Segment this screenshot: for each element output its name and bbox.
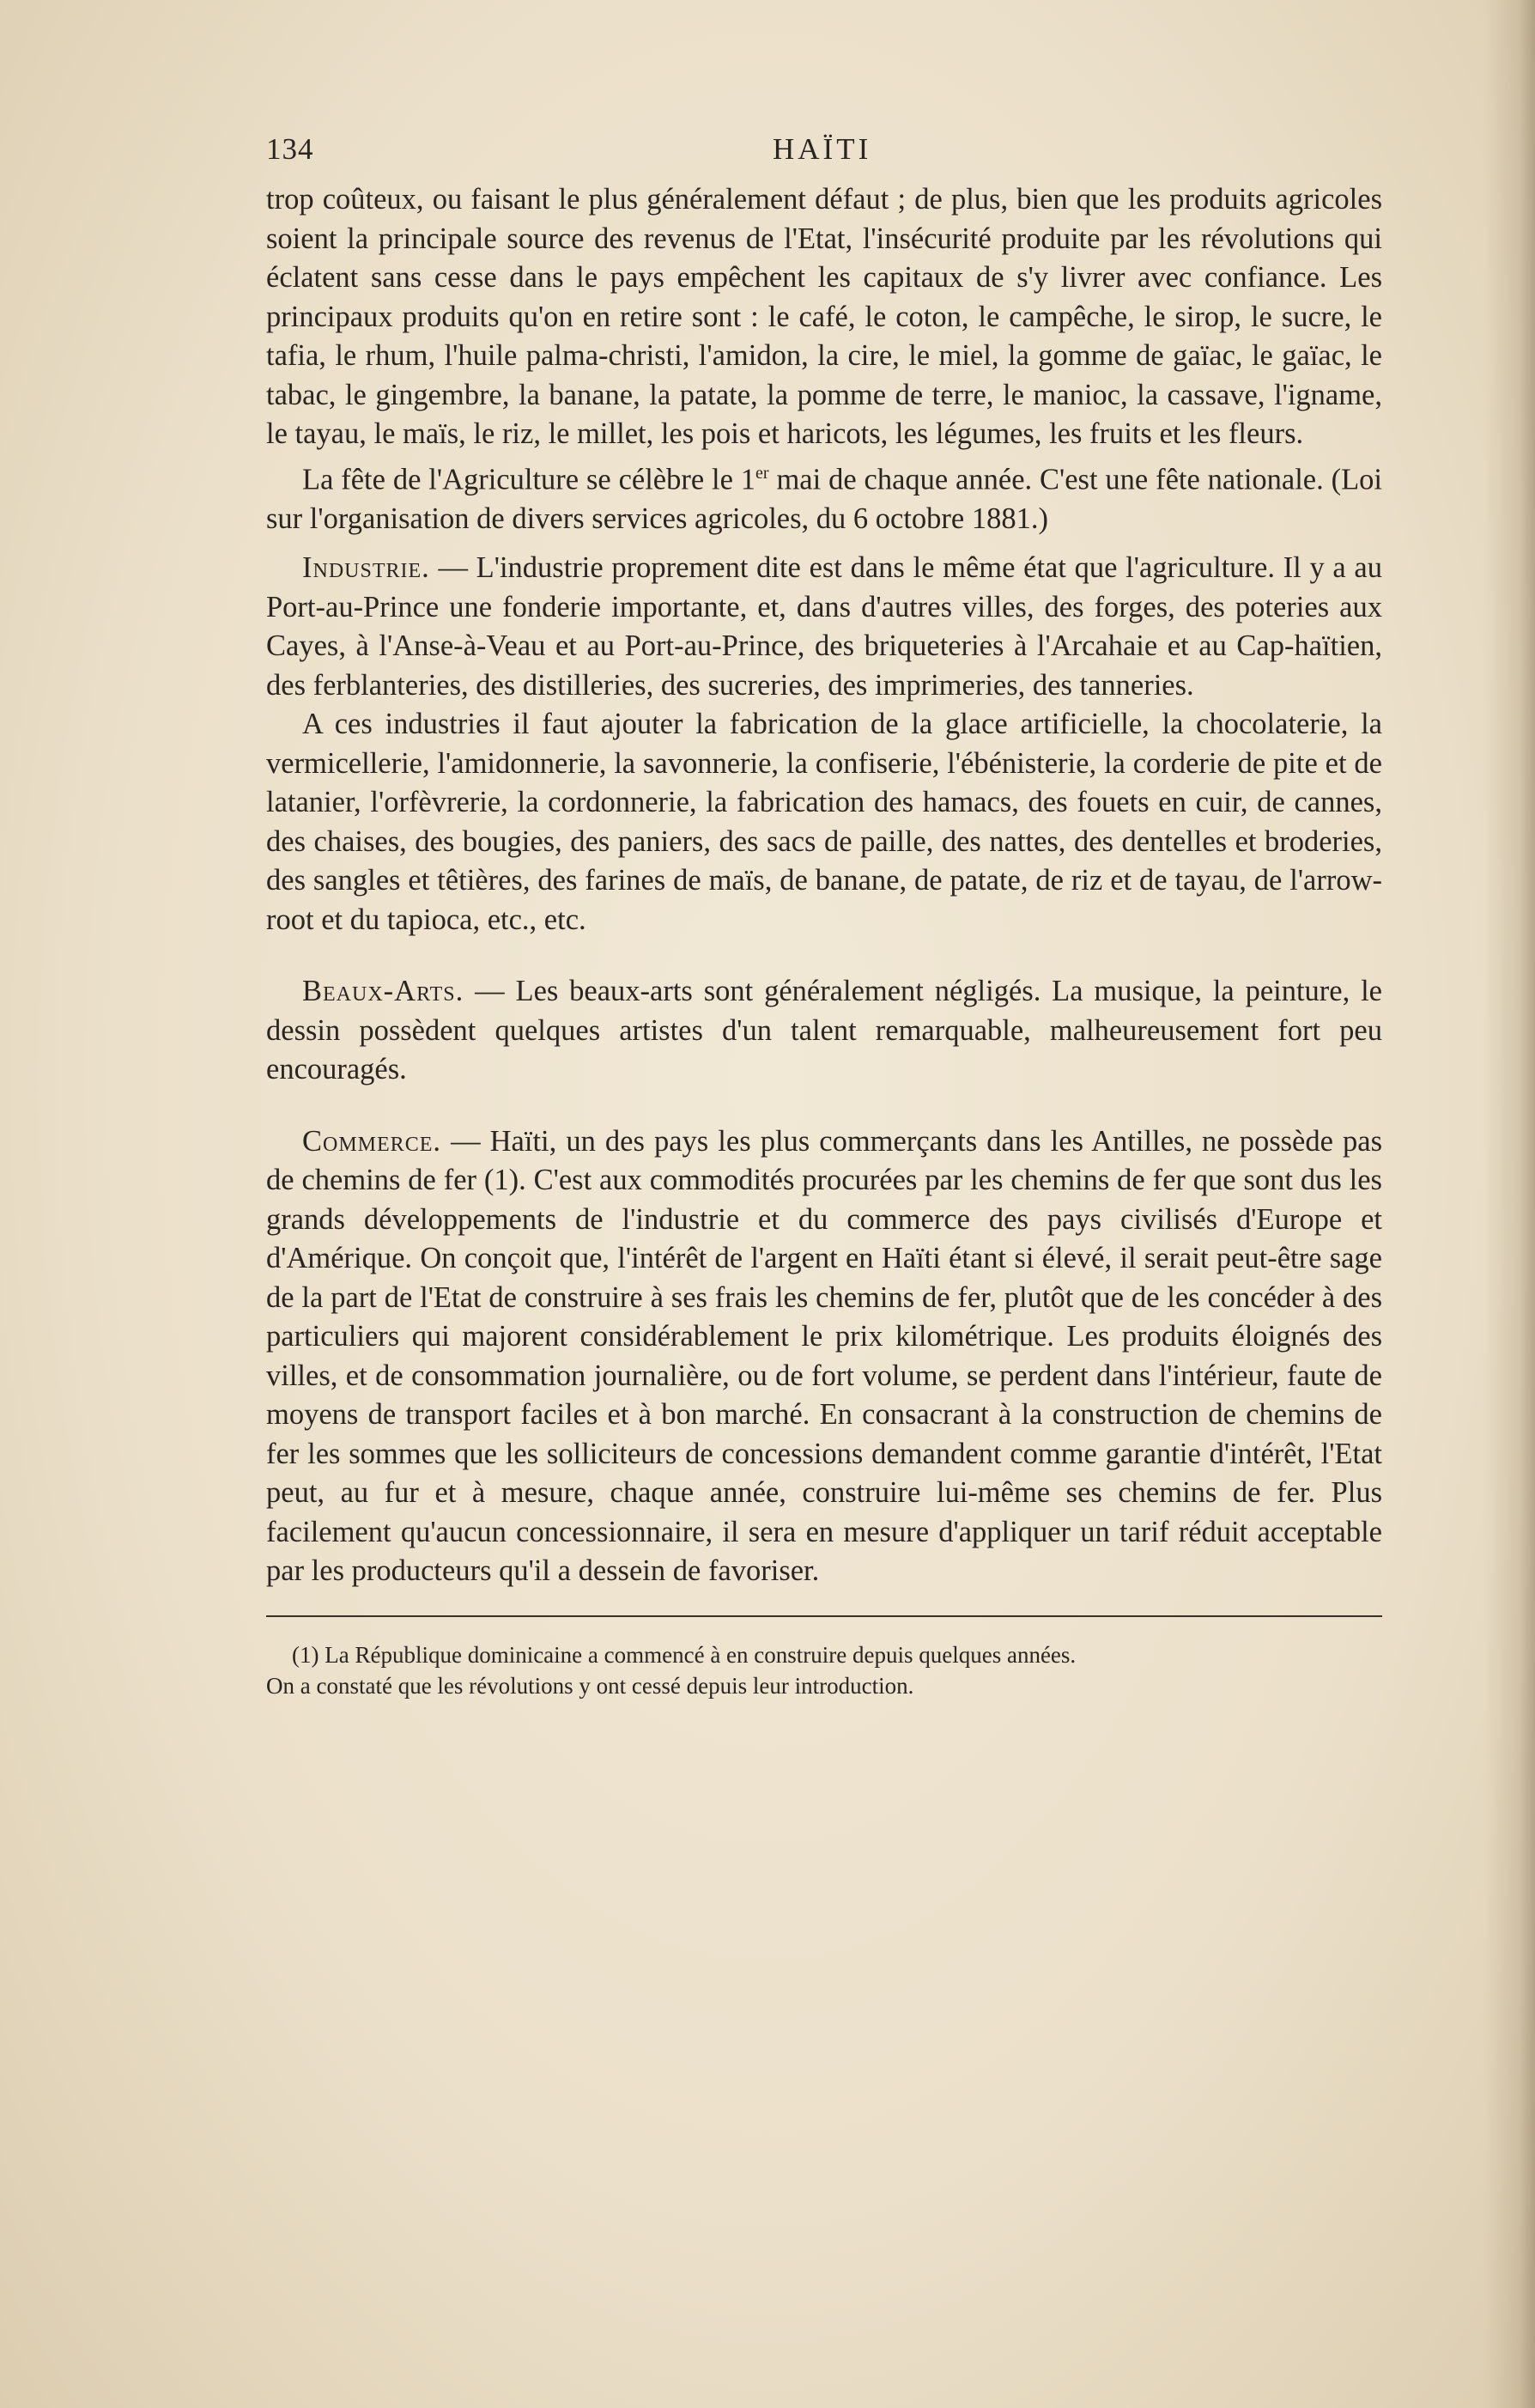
running-title: HAÏTI (773, 132, 872, 166)
page-number: 134 (266, 132, 314, 166)
paragraph-industrie (266, 549, 1382, 705)
industrie-text: — L'industrie proprement dite est dans le même état que l'agriculture. Il y a au Port-au-Prince une fonderie importante, et, dans d'autres villes, des forges, des poteries aux Cayes, à l'Anse-à-Veau et au Port-au-Prince, des briqueteries à l'Arcahaie et au Cap-haïtien, des ferblanteries, des distilleries, des sucreries, des imprimeries, des tanneries. (266, 551, 1382, 702)
festival-text-before: La fête de l'Agriculture se célèbre le 1 (302, 463, 756, 496)
page-edge-shadow (1483, 0, 1535, 2408)
section-heading-beaux-arts: Beaux-Arts. (302, 975, 464, 1007)
footnote-line-1: (1) La République dominicaine a commencé à en construire depuis quelques années. (292, 1641, 1077, 1668)
paragraph-commerce (266, 1122, 1382, 1591)
running-head (266, 129, 1382, 180)
paragraph-industries-list: A ces industries il faut ajouter la fabrication de la glace artificielle, la chocolaterie, la vermicellerie, l'amidonnerie, la savonnerie, la confiserie, l'ébénisterie, la corderie de pite et de latanier, l'orfèvrerie, la cordonnerie, la fabrication des hamacs, des fouets en cuir, de cannes, des chaises, des bougies, des paniers, des sacs de paille, des nattes, des dentelles et broderies, des sangles et têtières, des farines de maïs, de banane, de patate, de riz et de tayau, de l'arrow-root et du tapioca, etc., etc. (266, 708, 1382, 936)
festival-text-after: mai de chaque année. C'est une fête nationale. (Loi sur l'organisation de divers services agricoles, du 6 octobre 1881.) (266, 463, 1383, 535)
paragraph-agriculture-products: trop coûteux, ou faisant le plus généralement défaut ; de plus, bien que les produits agricoles soient la principale source des revenus de l'Etat, l'insécurité produite par les révolutions qui éclatent sans cesse dans le pays empêchent les capitaux de s'y livrer avec confiance. Les principaux produits qu'on en retire sont : le café, le coton, le campêche, le sirop, le sucre, le tafia, le rhum, l'huile palma-christi, l'amidon, la cire, le miel, la gomme de gaïac, le gaïac, le tabac, le gingembre, la banane, la patate, la pomme de terre, le manioc, la cassave, l'igname, le tayau, le maïs, le riz, le millet, les pois et haricots, les légumes, les fruits et les fleurs. (266, 183, 1382, 450)
commerce-text: — Haïti, un des pays les plus commerçants dans les Antilles, ne possède pas de chemins de fer (1). C'est aux commodités procurées par les chemins de fer que sont dus les grands développements de l'industrie et du commerce des pays civilisés d'Europe et d'Amérique. On conçoit que, l'intérêt de l'argent en Haïti étant si élevé, il serait peut-être sage de la part de l'Etat de construire à ses frais les chemins de fer, plutôt que de les concéder à des particuliers qui majorent considérablement le prix kilométrique. Les produits éloignés des villes, et de consommation journalière, ou de fort volume, se perdent dans l'intérieur, faute de moyens de transport faciles et à bon marché. En consacrant à la construction de chemins de fer les sommes que les solliciteurs de concessions demandent comme garantie d'intérêt, l'Etat peut, au fur et à mesure, chaque année, construire lui-même ses chemins de fer. Plus facilement qu'aucun concessionnaire, il sera en mesure d'appliquer un tarif réduit acceptable par les producteurs qu'il a dessein de favoriser. (266, 1124, 1382, 1587)
festival-superscript: er (755, 463, 769, 483)
section-heading-commerce: Commerce. (302, 1124, 441, 1158)
text-block (266, 129, 1382, 1701)
paragraph-agriculture-festival (266, 454, 1382, 539)
beaux-arts-text: — Les beaux-arts sont généralement négligés. La musique, la peinture, le dessin possèdent quelques artistes d'un talent remarquable, malheureusement fort peu encouragés. (266, 975, 1382, 1085)
footnote-line-2: On a constaté que les révolutions y ont cessé depuis leur introduction. (266, 1672, 914, 1699)
paragraph-beaux-arts (266, 972, 1382, 1090)
footnote-divider (266, 1615, 1382, 1617)
section-heading-industrie: Industrie. (302, 551, 430, 584)
